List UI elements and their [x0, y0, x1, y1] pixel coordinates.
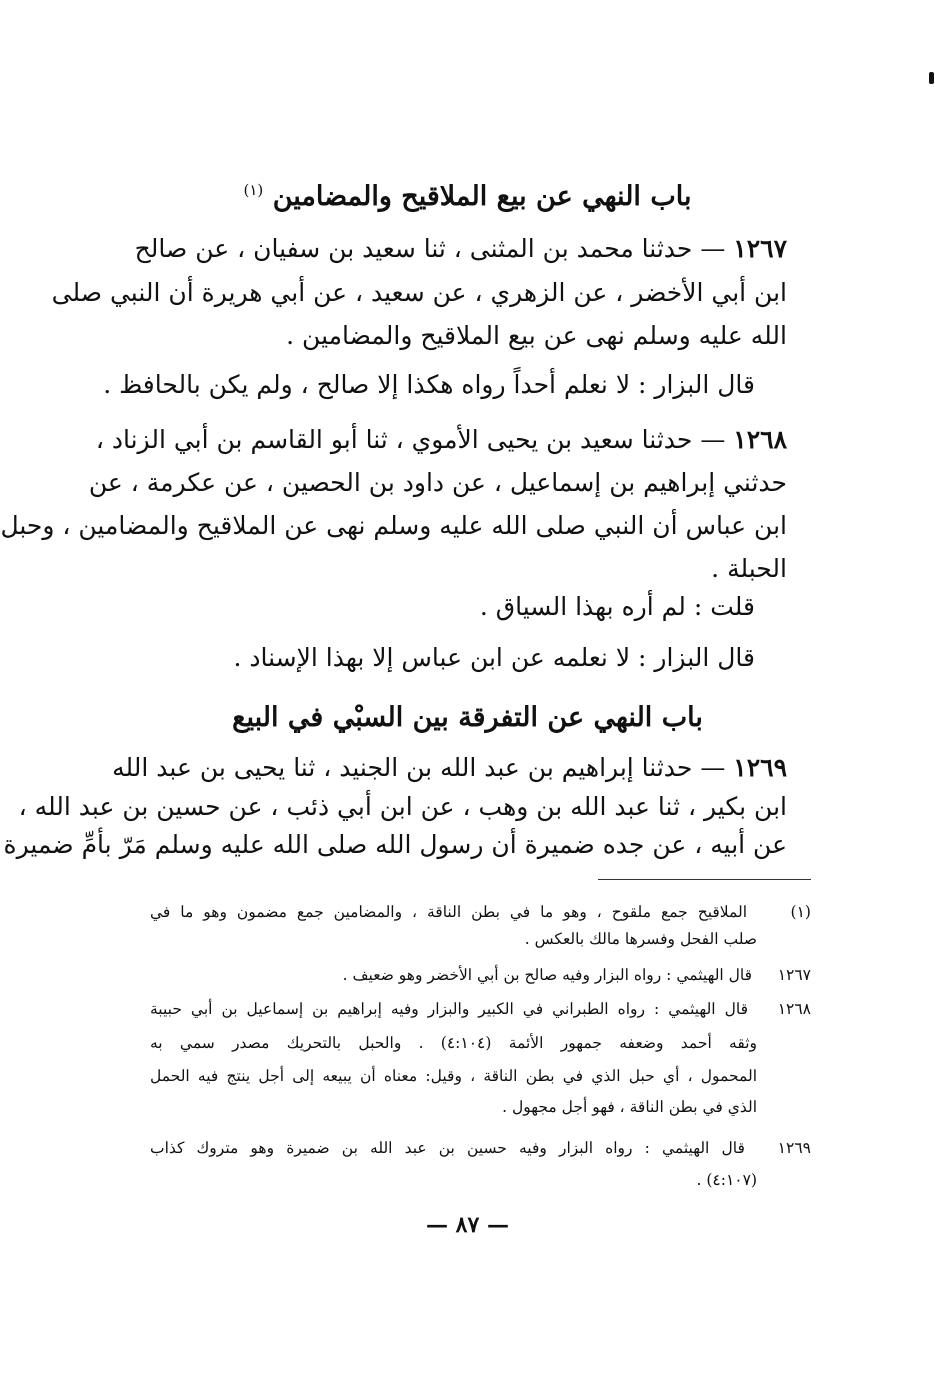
chapter-heading-1: [150, 170, 785, 217]
footnote-1-line-1: [150, 899, 811, 926]
footnote-1-number: (١): [790, 903, 811, 921]
hadith-number-1268: ١٢٦٨: [733, 425, 787, 454]
scan-mark: [929, 72, 934, 84]
hadith-1269-line-3: عن أبيه ، عن جده ضميرة أن رسول الله صلى الله عليه وسلم مَرّ بأمِّ ضميرة: [3, 830, 787, 859]
hadith-1268-line-4: الحبلة .: [711, 554, 787, 583]
footnote-1268-text-1: قال الهيثمي : رواه الطبراني في الكبير والبزار وفيه إبراهيم بن إسماعيل بن أبي حبيبة: [150, 1000, 748, 1018]
hadith-1269-text-1: — حدثنا إبراهيم بن عبد الله بن الجنيد ، ثنا يحيى بن عبد الله: [112, 753, 726, 782]
hadith-1267-line-1: [134, 228, 787, 270]
hadith-1268-line-3: ابن عباس أن النبي صلى الله عليه وسلم نهى عن الملاقيح والمضامين ، وحبل: [0, 511, 787, 540]
hadith-1268-text-1: — حدثنا سعيد بن يحيى الأموي ، ثنا أبو القاسم بن أبي الزناد ،: [95, 425, 726, 454]
bazzar-note-1267: قال البزار : لا نعلم أحداً رواه هكذا إلا صالح ، ولم يكن بالحافظ .: [103, 370, 755, 399]
bazzar-note-1268: قال البزار : لا نعلمه عن ابن عباس إلا بهذا الإسناد .: [233, 643, 755, 672]
footnote-ref-1: (١): [243, 181, 264, 199]
footnote-1268-line-4: الذي في بطن الناقة ، فهو أجل مجهول .: [502, 1098, 757, 1116]
footnote-1267: [150, 962, 811, 989]
footnote-1269-line-1: [150, 1135, 811, 1162]
page-number: — ٨٧ —: [426, 1212, 509, 1238]
footnote-1268-line-2: وثقه أحمد وضعفه جمهور الأئمة (٤:١٠٤) . والحبل بالتحريك مصدر سمي به: [150, 1034, 757, 1052]
chapter-heading-2: باب النهي عن التفرقة بين السبْي في البيع: [232, 702, 703, 733]
hadith-1269-line-2: ابن بكير ، ثنا عبد الله بن وهب ، عن ابن أبي ذئب ، عن حسين بن عبد الله ،: [18, 792, 787, 821]
footnote-1267-text: قال الهيثمي : رواه البزار وفيه صالح بن أبي الأخضر وهو ضعيف .: [342, 966, 753, 984]
qultu-note: قلت : لم أره بهذا السياق .: [479, 592, 755, 621]
hadith-1267-line-2: ابن أبي الأخضر ، عن الزهري ، عن سعيد ، عن أبي هريرة أن النبي صلى: [51, 278, 787, 307]
footnote-1268-line-1: [150, 996, 811, 1023]
footnote-separator: [598, 879, 811, 880]
hadith-number-1269: ١٢٦٩: [733, 753, 787, 782]
hadith-number-1267: ١٢٦٧: [733, 234, 787, 263]
hadith-1268-line-1: [95, 419, 787, 461]
footnote-1269-number: ١٢٦٩: [777, 1139, 811, 1157]
hadith-1268-line-2: حدثني إبراهيم بن إسماعيل ، عن داود بن الحصين ، عن عكرمة ، عن: [88, 468, 787, 497]
footnote-1-text-1: الملاقيح جمع ملقوح ، وهو ما في بطن الناقة ، والمضامين جمع مضمون وهو ما في: [150, 903, 748, 921]
hadith-1267-line-3: الله عليه وسلم نهى عن بيع الملاقيح والمضامين .: [286, 321, 787, 350]
footnote-1269-text-1: قال الهيثمي : رواه البزار وفيه حسين بن عبد الله بن ضميرة وهو متروك كذاب: [150, 1139, 745, 1157]
chapter-heading-1-text: باب النهي عن بيع الملاقيح والمضامين: [272, 181, 692, 212]
footnote-1268-line-3: المحمول ، أي حبل الذي في بطن الناقة ، وقيل: معناه أن يبيعه إلى أجل ينتج فيه الحمل: [150, 1067, 757, 1085]
footnote-1269-line-2: (٤:١٠٧) .: [696, 1171, 757, 1189]
footnote-1-line-2: صلب الفحل وفسرها مالك بالعكس .: [524, 930, 757, 948]
hadith-1267-text-1: — حدثنا محمد بن المثنى ، ثنا سعيد بن سفيان ، عن صالح: [134, 234, 726, 263]
hadith-1269-line-1: [112, 747, 787, 789]
footnote-1268-number: ١٢٦٨: [777, 1000, 811, 1018]
footnote-1267-number: ١٢٦٧: [777, 966, 811, 984]
